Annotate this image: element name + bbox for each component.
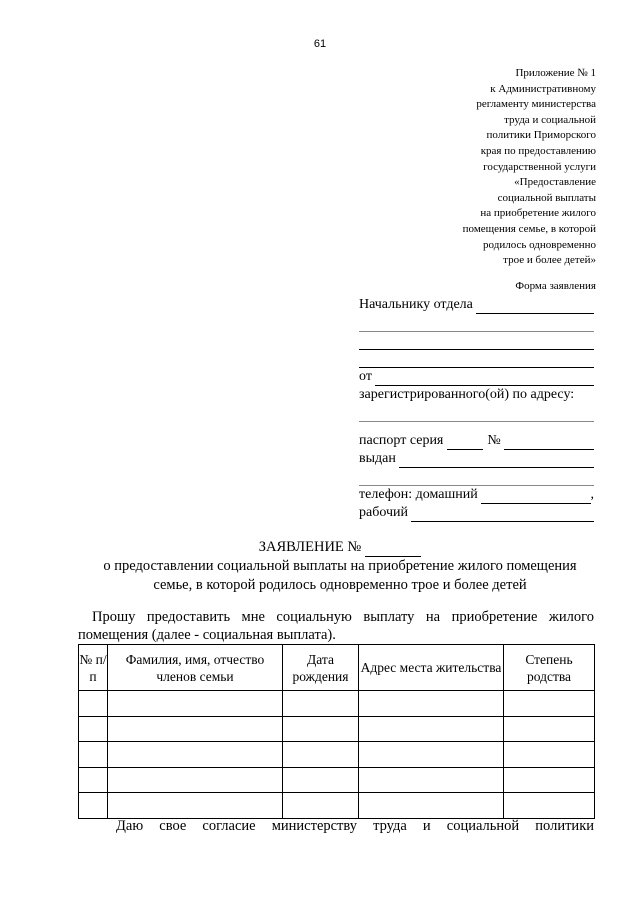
table-cell[interactable] <box>79 767 108 793</box>
appendix-line: «Предоставление <box>514 176 596 189</box>
passport-number-field[interactable] <box>504 436 594 450</box>
appendix-line: края по предоставлению <box>480 144 596 157</box>
table-cell[interactable] <box>108 716 283 742</box>
blank-line[interactable] <box>359 314 594 332</box>
appendix-line: к Административному <box>490 82 596 95</box>
col-header-birthdate: Дата рождения <box>283 645 359 691</box>
table-cell[interactable] <box>108 691 283 717</box>
table-cell[interactable] <box>504 767 595 793</box>
table-cell[interactable] <box>79 793 108 819</box>
form-label: Форма заявления <box>515 279 596 292</box>
appendix-line: социальной выплаты <box>497 191 596 204</box>
table-cell[interactable] <box>359 691 504 717</box>
appendix-line: регламенту министерства <box>476 98 596 111</box>
appendix-line: родилось одновременно <box>483 238 596 251</box>
issued-row <box>359 450 594 468</box>
phone-work-field[interactable] <box>411 508 594 522</box>
table-cell[interactable] <box>79 716 108 742</box>
col-header-relation: Степень родства <box>504 645 595 691</box>
passport-row <box>359 432 594 450</box>
appendix-line: трое и более детей» <box>503 254 596 267</box>
phone-home-row <box>359 486 594 504</box>
statement-title-block <box>60 538 620 595</box>
chief-name-field[interactable] <box>476 300 594 314</box>
appendix-line: труда и социальной <box>504 113 596 126</box>
addressee-block <box>359 296 594 522</box>
blank-line[interactable] <box>359 468 594 486</box>
appendix-header <box>376 66 596 294</box>
family-members-table <box>78 644 595 819</box>
passport-series-label: паспорт серия <box>359 433 444 448</box>
appendix-line: политики Приморского <box>486 129 596 142</box>
blank-line[interactable] <box>359 350 594 368</box>
table-cell[interactable] <box>108 767 283 793</box>
phone-home-suffix: , <box>590 487 594 502</box>
col-header-number: № п/п <box>79 645 108 691</box>
table-cell[interactable] <box>504 793 595 819</box>
table-cell[interactable] <box>283 742 359 768</box>
table-cell[interactable] <box>108 742 283 768</box>
table-cell[interactable] <box>283 767 359 793</box>
table-cell[interactable] <box>79 691 108 717</box>
statement-subtitle-line: о предоставлении социальной выплаты на приобретение жилого помещения <box>103 558 577 574</box>
request-line: Прошу предоставить мне социальную выплату на приобретение жилого <box>92 609 594 625</box>
phone-home-label: телефон: домашний <box>359 487 478 502</box>
col-header-address: Адрес места жительства <box>359 645 504 691</box>
registered-row <box>359 386 594 404</box>
table-cell[interactable] <box>283 716 359 742</box>
table-row <box>79 716 595 742</box>
table-cell[interactable] <box>504 742 595 768</box>
page-number: 61 <box>313 38 327 50</box>
table-cell[interactable] <box>359 767 504 793</box>
statement-subtitle-line: семье, в которой родилось одновременно трое и более детей <box>153 577 527 593</box>
table-cell[interactable] <box>504 716 595 742</box>
chief-row <box>359 296 594 314</box>
from-label: от <box>359 369 372 384</box>
table-cell[interactable] <box>283 691 359 717</box>
appendix-line: помещения семье, в которой <box>462 222 596 235</box>
table-cell[interactable] <box>108 793 283 819</box>
applicant-name-field[interactable] <box>375 372 594 386</box>
table-row <box>79 793 595 819</box>
from-row <box>359 368 594 386</box>
address-field[interactable] <box>359 404 594 422</box>
request-paragraph <box>78 608 594 644</box>
table-cell[interactable] <box>359 742 504 768</box>
col-header-fullname: Фамилия, имя, отчество членов семьи <box>108 645 283 691</box>
table-cell[interactable] <box>504 691 595 717</box>
chief-label: Начальнику отдела <box>359 297 473 312</box>
statement-title: ЗАЯВЛЕНИЕ № <box>258 539 362 555</box>
phone-work-row <box>359 504 594 522</box>
phone-home-field[interactable] <box>481 490 591 504</box>
passport-number-label: № <box>487 433 501 448</box>
phone-work-label: рабочий <box>359 505 408 520</box>
table-row <box>79 742 595 768</box>
table-cell[interactable] <box>79 742 108 768</box>
appendix-line: на приобретение жилого <box>480 207 596 220</box>
appendix-line: Приложение № 1 <box>515 67 596 79</box>
appendix-line: государственной услуги <box>483 160 596 173</box>
request-line: помещения (далее - социальная выплата). <box>78 627 336 643</box>
table-row <box>79 691 595 717</box>
blank-line[interactable] <box>359 332 594 350</box>
table-header-row <box>79 645 595 691</box>
issued-field[interactable] <box>399 454 594 468</box>
issued-label: выдан <box>359 451 396 466</box>
passport-series-field[interactable] <box>447 436 483 450</box>
table-cell[interactable] <box>283 793 359 819</box>
table-cell[interactable] <box>359 793 504 819</box>
registered-label: зарегистрированного(ой) по адресу: <box>359 387 575 402</box>
consent-paragraph: Даю свое согласие министерству труда и социальной политики <box>116 818 594 834</box>
table-row <box>79 767 595 793</box>
table-cell[interactable] <box>359 716 504 742</box>
statement-number-field[interactable] <box>365 542 421 557</box>
